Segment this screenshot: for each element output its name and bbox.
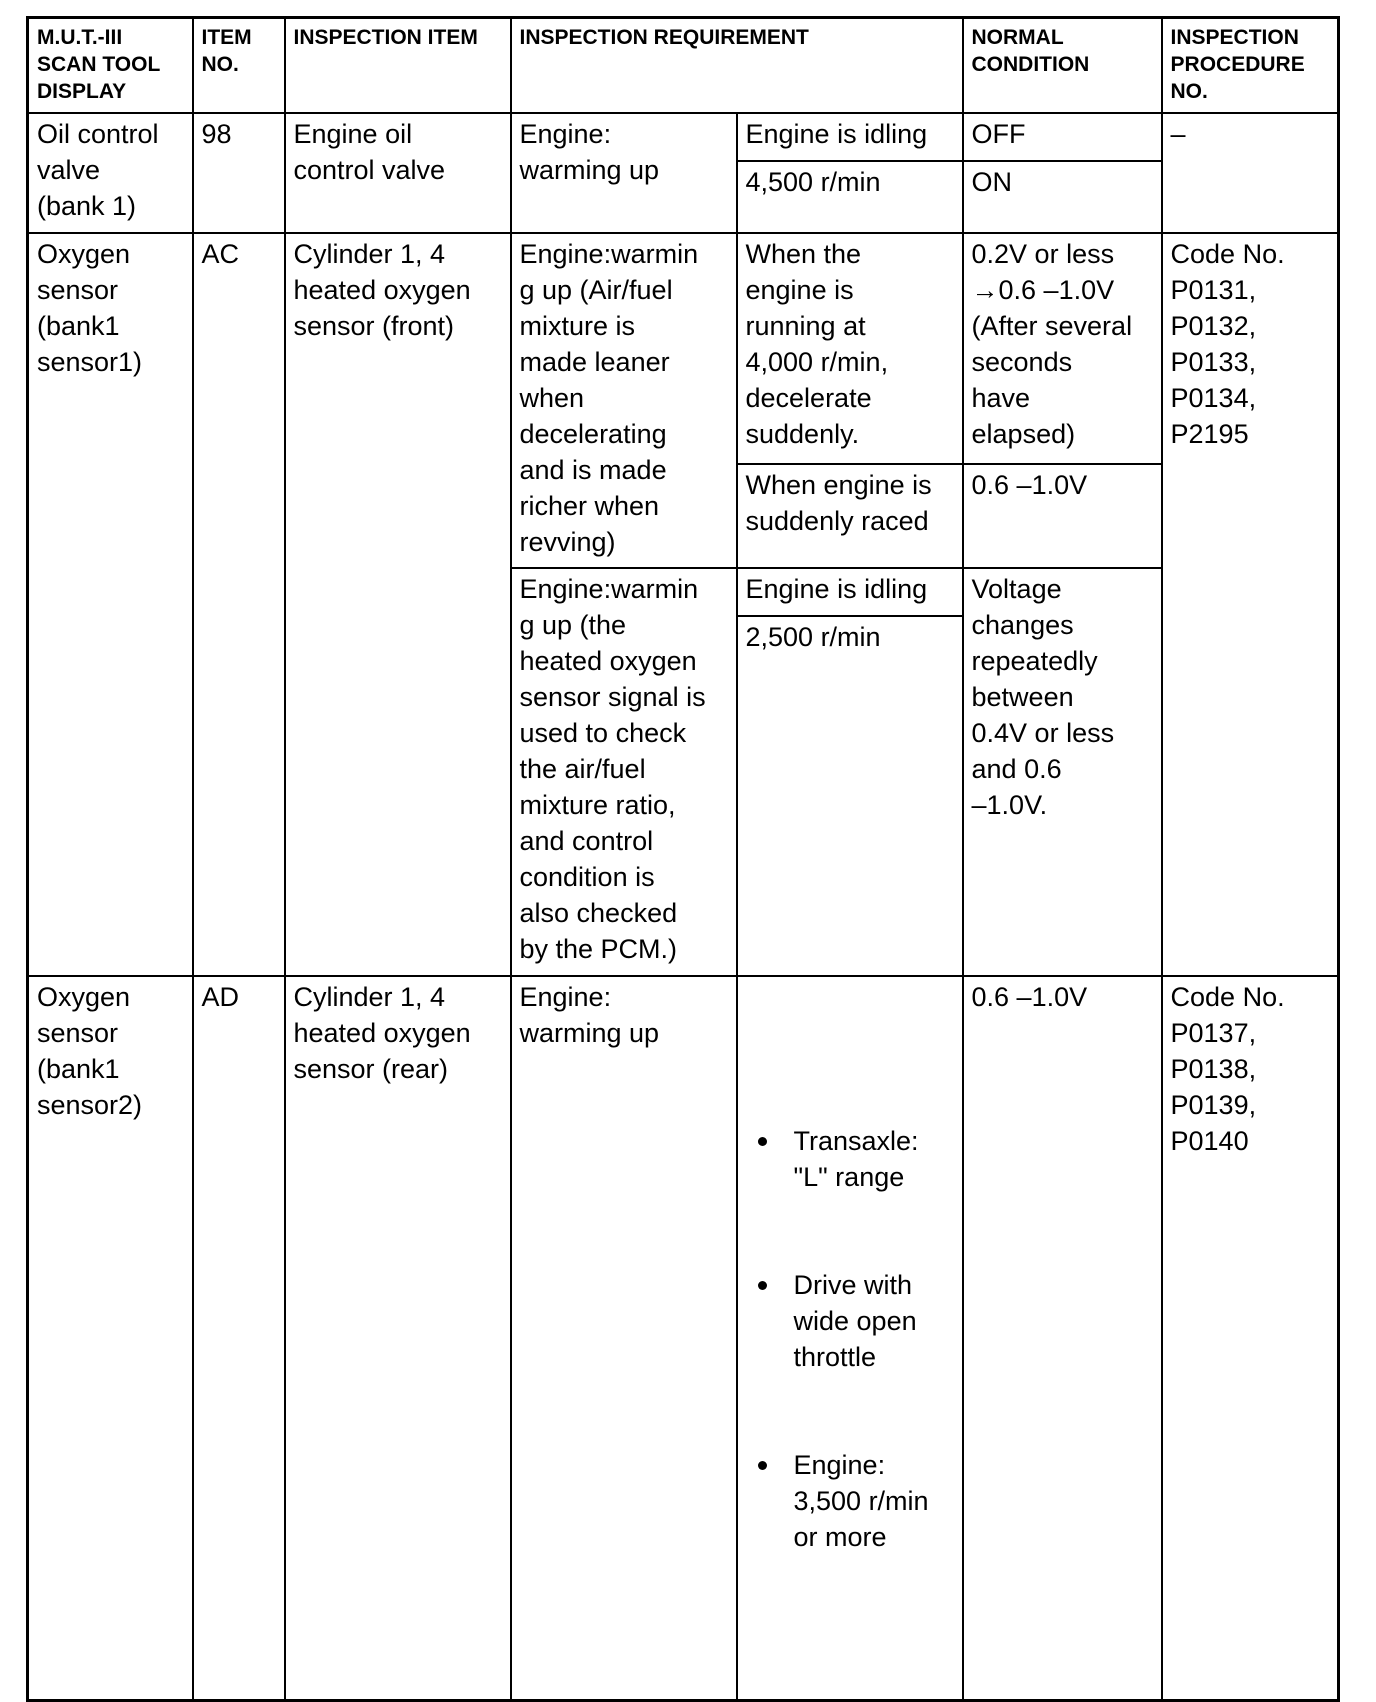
header-inspection-item: INSPECTION ITEM xyxy=(285,18,511,113)
header-scan-tool-display: M.U.T.-III SCAN TOOL DISPLAY xyxy=(28,18,193,113)
oil-display-cell: Oil control valve (bank 1) xyxy=(28,113,193,233)
o2s2-inspection-item-cell: Cylinder 1, 4 heated oxygen sensor (rear) xyxy=(285,976,511,1701)
o2s1-normal-voltage-changes: Voltage changes repeatedly between 0.4V or less and 0.6 –1.0V. xyxy=(963,568,1162,976)
oil-inspection-item-cell: Engine oil control valve xyxy=(285,113,511,233)
table-row xyxy=(28,113,1339,161)
oil-requirement-cell: Engine: warming up xyxy=(511,113,737,233)
header-item-no: ITEM NO. xyxy=(193,18,285,113)
o2s2-procedure-cell: Code No. P0137, P0138, P0139, P0140 xyxy=(1162,976,1339,1701)
list-item: Transaxle: "L" range xyxy=(756,1123,954,1195)
o2s1-requirement-1-cell: Engine:warmin g up (Air/fuel mixture is made leaner when decelerating and is made richer when revving) xyxy=(511,233,737,568)
header-row xyxy=(28,18,1339,113)
o2s2-normal-cell: 0.6 –1.0V xyxy=(963,976,1162,1701)
o2s1-condition-idling: Engine is idling xyxy=(737,568,963,616)
header-normal-condition: NORMAL CONDITION xyxy=(963,18,1162,113)
list-item: Drive with wide open throttle xyxy=(756,1267,954,1375)
o2s1-normal-decelerate: 0.2V or less →0.6 –1.0V (After several seconds have elapsed) xyxy=(963,233,1162,464)
oil-normal-on: ON xyxy=(963,161,1162,233)
oil-condition-4500: 4,500 r/min xyxy=(737,161,963,233)
o2s1-normal-raced: 0.6 –1.0V xyxy=(963,464,1162,568)
o2s1-condition-decelerate: When the engine is running at 4,000 r/min, decelerate suddenly. xyxy=(737,233,963,464)
o2s2-display-cell: Oxygen sensor (bank1 sensor2) xyxy=(28,976,193,1701)
oil-procedure-cell: – xyxy=(1162,113,1339,233)
o2s1-requirement-2-cell: Engine:warmin g up (the heated oxygen sensor signal is used to check the air/fuel mixture ratio, and control condition is also checked by the PCM.) xyxy=(511,568,737,976)
o2s2-item-no-cell: AD xyxy=(193,976,285,1701)
o2s1-inspection-item-cell: Cylinder 1, 4 heated oxygen sensor (front) xyxy=(285,233,511,976)
table-row xyxy=(28,976,1339,1701)
oil-item-no-cell: 98 xyxy=(193,113,285,233)
table-row xyxy=(28,233,1339,464)
o2s1-display-cell: Oxygen sensor (bank1 sensor1) xyxy=(28,233,193,976)
list-item: Engine: 3,500 r/min or more xyxy=(756,1447,954,1555)
o2s1-item-no-cell: AC xyxy=(193,233,285,976)
o2s2-conditions-cell xyxy=(737,976,963,1701)
o2s2-requirement-cell: Engine: warming up xyxy=(511,976,737,1701)
oil-condition-idling: Engine is idling xyxy=(737,113,963,161)
o2s1-procedure-cell: Code No. P0131, P0132, P0133, P0134, P2195 xyxy=(1162,233,1339,976)
oil-normal-off: OFF xyxy=(963,113,1162,161)
o2s1-condition-raced: When engine is suddenly raced xyxy=(737,464,963,568)
inspection-table xyxy=(26,16,1340,1702)
o2s2-conditions-list xyxy=(746,1051,954,1627)
header-inspection-requirement: INSPECTION REQUIREMENT xyxy=(511,18,963,113)
header-procedure-no: INSPECTION PROCEDURE NO. xyxy=(1162,18,1339,113)
o2s1-condition-2500: 2,500 r/min xyxy=(737,616,963,976)
